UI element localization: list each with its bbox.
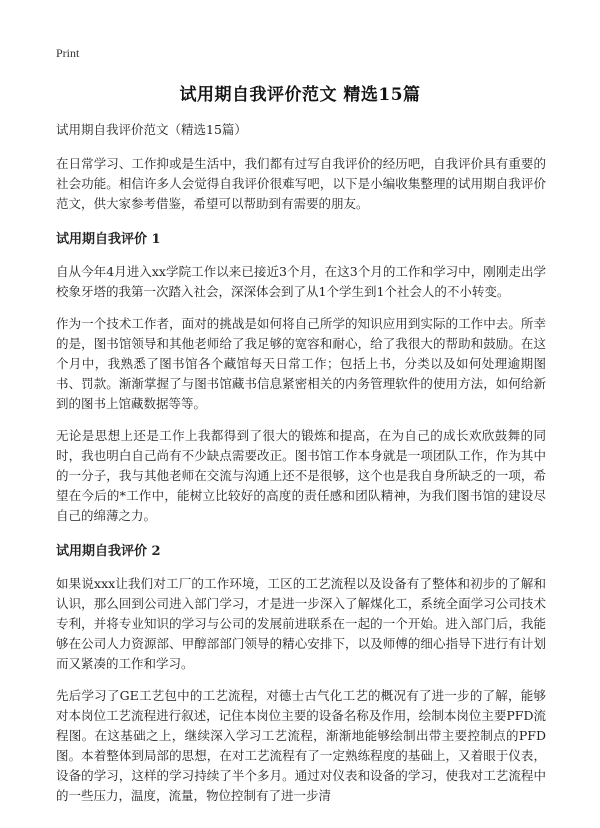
intro-paragraph: 在日常学习、工作抑或是生活中，我们都有过写自我评价的经历吧，自我评价具有重要的社会功能。相信许多人会觉得自我评价很难写吧，以下是小编收集整理的试用期自我评价范文，供大家参考借鉴，希望可以帮助到有需要的朋友。 (56, 156, 546, 211)
section-2-paragraph-2: 先后学习了GE工艺包中的工艺流程，对德士古气化工艺的概况有了进一步的了解，能够对本岗位工艺流程进行叙述，记住本岗位主要的设备名称及作用，绘制本岗位主要PFD流程图。在这基础之上，继续深入学习工艺流程，渐渐地能够绘制出带主要控制点的PFD图。本着整体到局部的思想，在对工艺流程有了一定熟练程度的基础上，又着眼于仪表，设备的学习，这样的学习持续了半个多月。通过对仪表和设备的学习，使我对工艺流程中的一些压力，温度，流量，物位控制有了进一步清 (56, 688, 546, 803)
document-body (56, 120, 546, 818)
section-1-paragraph-1: 自从今年4月进入xx学院工作以来已接近3个月，在这3个月的工作和学习中，刚刚走出学校象牙塔的我第一次踏入社会，深深体会到了从1个学生到1个社会人的不小转变。 (56, 264, 546, 299)
document-title: 试用期自我评价范文 精选15篇 (179, 85, 421, 105)
section-2-paragraph-1: 如果说xxx让我们对工厂的工作环境，工区的工艺流程以及设备有了整体和初步的了解和认识，那么回到公司进入部门学习，才是进一步深入了解煤化工，系统全面学习公司技术专利，并将专业知识的学习与公司的发展前进联系在一起的一个开始。进入部门后，我能够在公司人力资源部、甲醇部部门领导的精心安排下，以及师傅的细心指导下进行有计划而又紧凑的工作和学习。 (56, 576, 546, 671)
document-subtitle: 试用期自我评价范文（精选15篇） (56, 122, 247, 137)
section-heading-2: 试用期自我评价 2 (56, 544, 161, 559)
print-link[interactable]: Print (56, 46, 80, 60)
section-heading-1: 试用期自我评价 1 (56, 232, 161, 247)
section-1-paragraph-3: 无论是思想上还是工作上我都得到了很大的锻炼和提高，在为自己的成长欢欣鼓舞的同时，我也明白自己尚有不少缺点需要改正。图书馆工作本身就是一项团队工作，作为其中的一分子，我与其他老师在交流与沟通上还不是很够，这个也是我自身所缺乏的一项，希望在今后的*工作中，能树立比较好的高度的责任感和团队精神，为我们图书馆的建设尽自己的绵薄之力。 (56, 428, 546, 523)
section-1-paragraph-2: 作为一个技术工作者，面对的挑战是如何将自己所学的知识应用到实际的工作中去。所幸的是，图书馆领导和其他老师给了我足够的宽容和耐心，给了我很大的帮助和鼓励。在这个月中，我熟悉了图书馆各个藏馆每天日常工作；包括上书，分类以及如何处理逾期图书、罚款。渐渐掌握了与图书馆藏书信息紧密相关的内务管理软件的使用方法，如何给新到的图书上馆藏数据等等。 (56, 316, 546, 411)
